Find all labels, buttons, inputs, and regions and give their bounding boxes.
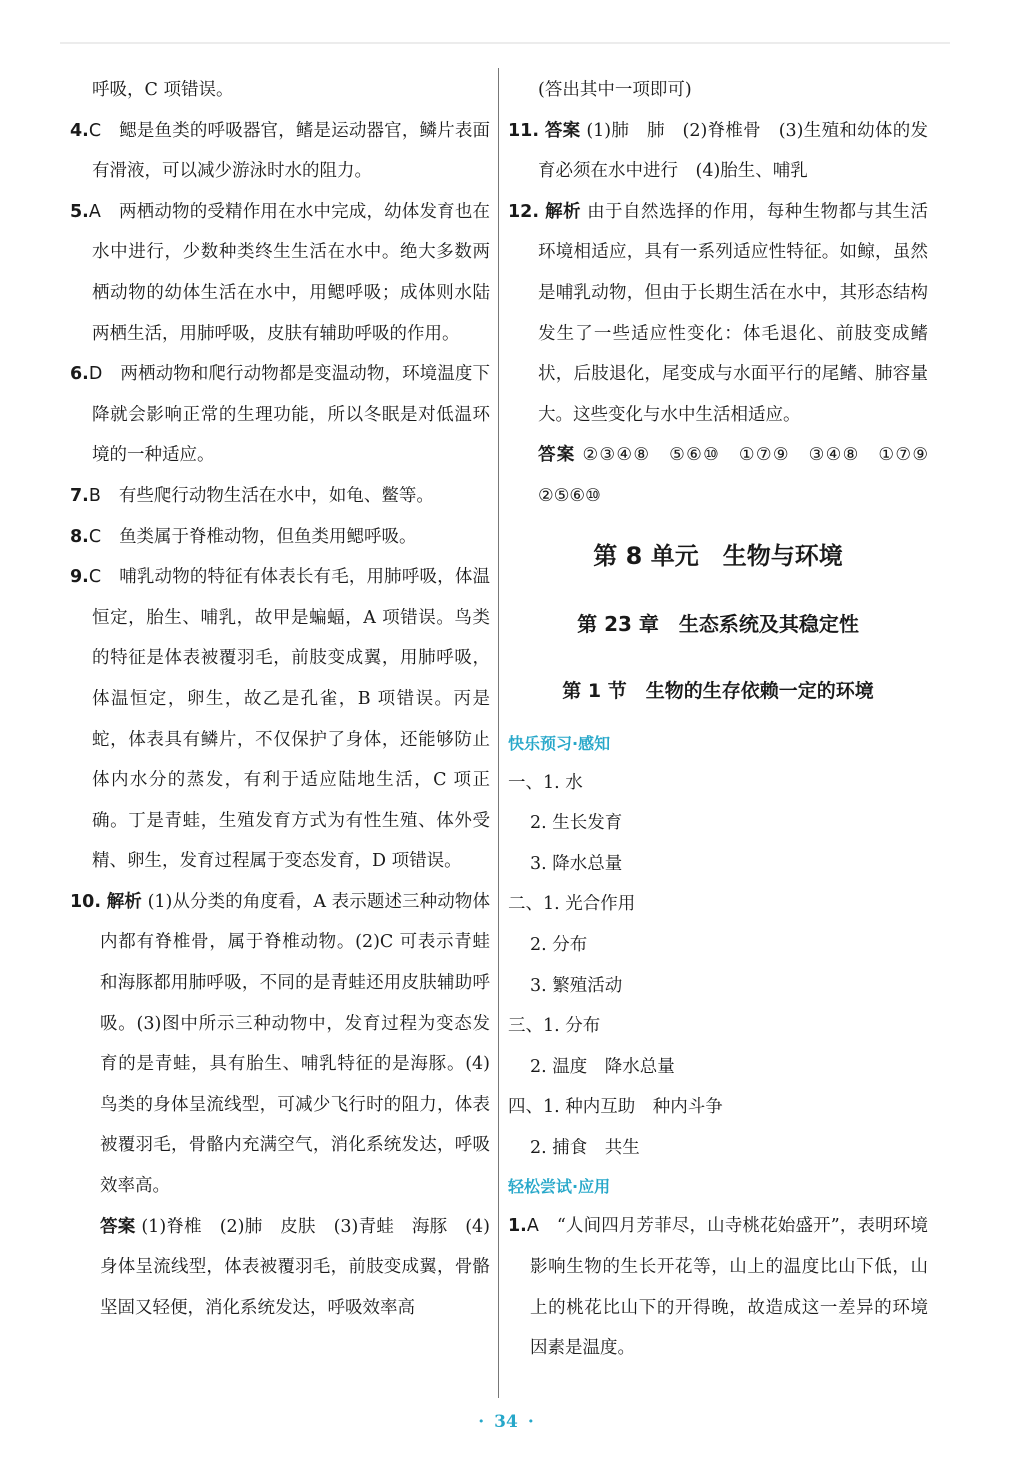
- part-item: 1. 分布: [543, 1016, 601, 1037]
- part-item: 3. 降水总量: [530, 853, 623, 874]
- item-number: 10.: [70, 891, 102, 912]
- item-number: 6.: [70, 364, 89, 385]
- answer-8: [70, 517, 490, 558]
- item-number: 11.: [508, 120, 540, 141]
- answer-11: [508, 111, 928, 192]
- item-number: 5.: [70, 201, 89, 222]
- answer-7: [70, 476, 490, 517]
- item-number: 4.: [70, 120, 89, 141]
- part-2: [508, 884, 928, 925]
- item-number: 7.: [70, 485, 89, 506]
- answer-label: 答案: [100, 1216, 136, 1237]
- explanation: 两栖动物和爬行动物都是变温动物，环境温度下降就会影响正常的生理功能，所以冬眠是对低温环境的一种适应。: [92, 364, 490, 466]
- answer-5: [70, 192, 490, 354]
- choice: C: [88, 567, 102, 588]
- answer-12-key: [508, 435, 946, 516]
- answer-10: [70, 882, 490, 1207]
- choice: C: [88, 120, 102, 141]
- answer-text: (1)肺 肺 (2)脊椎骨 (3)生殖和幼体的发育必须在水中进行 (4)胎生、哺乳: [538, 120, 928, 182]
- section-tag-preview: 快乐预习·感知: [508, 733, 611, 753]
- text-line: (答出其中一项即可): [538, 80, 692, 100]
- item-number: 9.: [70, 567, 89, 588]
- section-tag-application: 轻松尝试·应用: [508, 1177, 611, 1197]
- answer-10-key: [70, 1207, 490, 1329]
- analysis-label: 解析: [545, 201, 582, 222]
- choice: A: [526, 1216, 539, 1237]
- unit-title: 第 8 单元 生物与环境: [593, 541, 843, 570]
- part-item: 1. 光合作用: [543, 894, 636, 915]
- practice-1: [508, 1206, 928, 1368]
- part-head: 一、: [508, 772, 543, 793]
- part-item: 3. 繁殖活动: [530, 975, 623, 996]
- part-item: 2. 生长发育: [530, 813, 623, 834]
- answer-label: 答案: [538, 445, 576, 466]
- page-number-value: 34: [494, 1412, 518, 1432]
- explanation: 鳃是鱼类的呼吸器官，鳍是运动器官，鳞片表面有滑液，可以减少游泳时水的阻力。: [92, 120, 490, 182]
- choice: A: [88, 201, 101, 222]
- text-line: 呼吸，C 项错误。: [92, 80, 234, 100]
- explanation: 由于自然选择的作用，每种生物都与其生活环境相适应，具有一系列适应性特征。如鲸，虽然是哺乳动物，但由于长期生活在水中，其形态结构发生了一些适应性变化：体毛退化、前肢变成鳍状，后肢退化，尾变成与水面平行的尾鳍、肺容量大。这些变化与水中生活相适应。: [538, 201, 929, 425]
- item-number: 1.: [508, 1216, 527, 1237]
- answer-9: [70, 557, 490, 882]
- part-head: 四、: [508, 1097, 543, 1118]
- explanation: 哺乳动物的特征有体表长有毛，用肺呼吸，体温恒定，胎生、哺乳，故甲是蝙蝠，A 项错误。鸟类的特征是体表被覆羽毛，前肢变成翼，用肺呼吸，体温恒定，卵生，故乙是孔雀，B 项错误。丙是蛇，体表具有鳞片，不仅保护了身体，还能够防止体内水分的蒸发，有利于适应陆地生活，C 项正确。丁是青蛙，生殖发育方式为有性生殖、体外受精、卵生，发育过程属于变态发育，D 项错误。: [92, 567, 490, 872]
- part-item: 1. 水: [543, 772, 583, 793]
- header-rule: [60, 42, 950, 44]
- choice: D: [88, 364, 103, 385]
- part-item: 2. 温度 降水总量: [530, 1056, 675, 1077]
- right-column: [508, 70, 946, 1369]
- part-4: [508, 1087, 928, 1128]
- answer-4: [70, 111, 490, 192]
- part-item: 2. 分布: [530, 934, 588, 955]
- choice: C: [88, 526, 102, 547]
- column-divider: [498, 68, 499, 1398]
- item-number: 12.: [508, 201, 540, 222]
- part-1: [508, 763, 928, 804]
- answer-text: ②③④⑧ ⑤⑥⑩ ①⑦⑨ ③④⑧ ①⑦⑨ ②⑤⑥⑩: [538, 445, 946, 506]
- item-number: 8.: [70, 526, 89, 547]
- page-number: · 34 ·: [478, 1412, 534, 1432]
- explanation: 鱼类属于脊椎动物，但鱼类用鳃呼吸。: [119, 526, 417, 547]
- answer-label: 答案: [544, 120, 581, 141]
- answer-6: [70, 354, 490, 476]
- explanation: 有些爬行动物生活在水中，如龟、鳖等。: [118, 485, 434, 506]
- answer-12: [508, 192, 928, 436]
- chapter-title: 第 23 章 生态系统及其稳定性: [577, 611, 859, 636]
- answer-text: (1)脊椎 (2)肺 皮肤 (3)青蛙 海豚 (4)身体呈流线型，体表被覆羽毛，前肢变成翼，骨骼坚固又轻便，消化系统发达，呼吸效率高: [100, 1216, 490, 1318]
- section-title: 第 1 节 生物的生存依赖一定的环境: [562, 679, 874, 702]
- part-head: 三、: [508, 1016, 543, 1037]
- part-head: 二、: [508, 894, 543, 915]
- part-item: 1. 种内互助 种内斗争: [543, 1097, 723, 1118]
- left-column: [70, 70, 490, 1328]
- explanation: (1)从分类的角度看，A 表示题述三种动物体内都有脊椎骨，属于脊椎动物。(2)C 可表示青蛙和海豚都用肺呼吸，不同的是青蛙还用皮肤辅助呼吸。(3)图中所示三种动物中，发育过程为变态发育的是青蛙，具有胎生、哺乳特征的是海豚。(4)鸟类的身体呈流线型，可减少飞行时的阻力，体表被覆羽毛，骨骼内充满空气，消化系统发达，呼吸效率高。: [100, 891, 490, 1197]
- explanation: 两栖动物的受精作用在水中完成，幼体发育也在水中进行，少数种类终生生活在水中。绝大多数两栖动物的幼体生活在水中，用鳃呼吸；成体则水陆两栖生活，用肺呼吸，皮肤有辅助呼吸的作用。: [92, 201, 490, 344]
- part-item: 2. 捕食 共生: [530, 1137, 640, 1158]
- explanation: “人间四月芳菲尽，山寺桃花始盛开”，表明环境影响生物的生长开花等，山上的温度比山下低，山上的桃花比山下的开得晚，故造成这一差异的环境因素是温度。: [530, 1216, 928, 1359]
- part-3: [508, 1006, 928, 1047]
- analysis-label: 解析: [106, 891, 142, 912]
- choice: B: [88, 485, 101, 506]
